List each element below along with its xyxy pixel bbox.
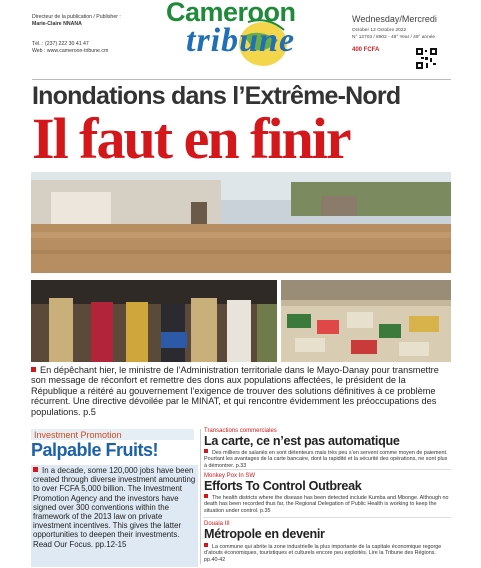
- investment-text: In a decade, some 120,000 jobs have been created through diverse investment amounting to over FCFA 5,000 billion. The Investment Promotion Agency and the investors have signed over 300 conventions within the framework of the 2013 law on private investment incentives. This gives the latter opportunities to deepen their investments. Read Our Focus. pp.12-15: [33, 466, 196, 549]
- lead-text: En dépêchant hier, le ministre de l’Administration territoriale dans le Mayo-Danay pour transmettre son message de réconfort et remettre des dons aux populations affectées, le président de la République a réitéré au gouvernement l’exigence de trouver des solutions définitives à ce problème récurrent. Une directive dévoilée par le MINAT, et qui rencontre évidemment les préoccupations des populations. p.5: [31, 365, 439, 417]
- column-divider: [200, 429, 201, 564]
- contact-info: [32, 41, 152, 55]
- story-divider: [203, 469, 451, 470]
- bullet-icon: [31, 367, 36, 372]
- story-divider: [203, 517, 451, 518]
- story-kicker-douala: Douala III: [204, 521, 230, 527]
- story-text-douala-body: La commune qui abrite la zone industrielle la plus importante de la capitale économique regorge d’atouts économiques, touristiques et culturels encore peu exploités. Lire la Tribune des Régions. pp.40-42: [204, 544, 442, 563]
- contact-web: Web : www.cameroon-tribune.cm: [32, 48, 109, 54]
- publisher-name: Marie-Claire NNANA: [32, 20, 82, 27]
- donations-photo: [281, 280, 451, 362]
- issue-info: [352, 14, 464, 53]
- officials-photo: [31, 280, 277, 362]
- story-title-monkeypox: Efforts To Control Outbreak: [204, 479, 362, 493]
- investment-title: Palpable Fruits!: [31, 440, 159, 460]
- investment-paragraph: [33, 466, 197, 549]
- lead-paragraph: [31, 365, 451, 417]
- story-kicker-card: Transactions commerciales: [204, 428, 277, 434]
- story-kicker-monkeypox: Monkey Pox In SW: [204, 473, 256, 479]
- story-text-douala: [204, 543, 451, 563]
- story-text-monkeypox: [204, 494, 451, 514]
- story-text-card-body: Des milliers de salariés en sont détenteurs mais très peu s’en servent comme moyen de paiement. Pourtant les avantages de la carte bancaire, dont la rapidité et la sécurité des opérations, ne sont plus à démontrer. p.33: [204, 450, 448, 469]
- story-text-monkeypox-body: The health districts where the disease has been detected include Kumba and Mbonge. Although no death has been recorded thus far, the Regional Delegation of Public Health is working to keep the situation under control. p.35: [204, 495, 449, 514]
- issue-price: 400 FCFA: [352, 47, 380, 53]
- bullet-icon: [204, 543, 208, 547]
- publisher-info: [32, 14, 152, 27]
- bullet-icon: [33, 467, 38, 472]
- issue-day: Wednesday/Mercredi: [352, 14, 437, 24]
- bullet-icon: [204, 449, 208, 453]
- story-title-douala: Métropole en devenir: [204, 527, 325, 541]
- story-text-card: [204, 449, 451, 469]
- publisher-label: Directeur de la publication / Publisher :: [32, 14, 121, 20]
- logo-bottom-text: tribune: [186, 22, 296, 59]
- qr-code-icon: [416, 48, 437, 69]
- masthead-divider: [32, 79, 451, 80]
- newspaper-logo: [158, 0, 318, 80]
- issue-date: October 12 Octobre 2022: [352, 28, 407, 33]
- contact-tel: Tél. : (237) 222 30 41 47: [32, 41, 89, 47]
- logo-top-text: Cameroon: [166, 0, 296, 27]
- story-title-card: La carte, ce n’est pas automatique: [204, 434, 400, 448]
- issue-number: N° 12703 / 8902 - 49° Year / 49° année: [352, 35, 436, 40]
- front-kicker: Inondations dans l’Extrême-Nord: [32, 82, 401, 110]
- flood-photo: [31, 172, 451, 273]
- front-headline: Il faut en finir: [32, 106, 350, 171]
- bullet-icon: [204, 494, 208, 498]
- investment-kicker: Investment Promotion: [34, 430, 122, 440]
